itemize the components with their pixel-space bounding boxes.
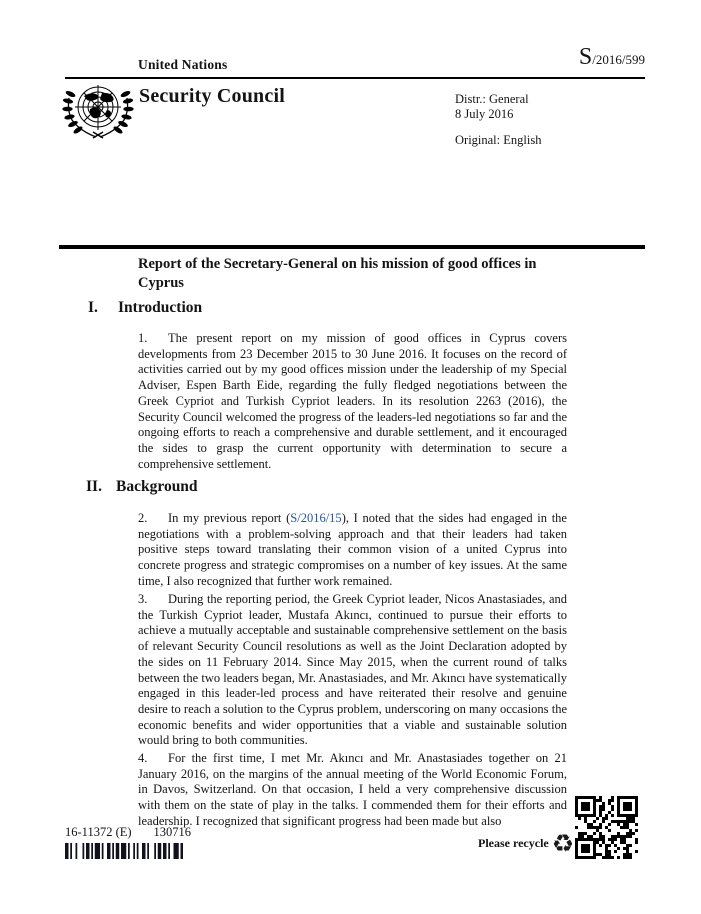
job-number: 16-11372 (E)	[65, 825, 132, 839]
paragraph-number: 3.	[138, 592, 148, 606]
paragraph-4	[138, 751, 567, 830]
header-rule	[65, 77, 645, 79]
document-symbol-prefix: S	[578, 44, 593, 70]
paragraph-text: For the first time, I met Mr. Akıncı and Mr. Anastasiades together on 21 January 2016, on the margins of the annual meeting of the World Economic Forum, in Davos, Switzerland. On that occasion, I held a very comprehensive discussion with them on the state of play in the talks. I commended them for their efforts and leadership. I recognized that significant progress had been made but also	[138, 751, 567, 828]
paragraph-3	[138, 592, 567, 749]
previous-report-link[interactable]: S/2016/15	[290, 511, 342, 525]
section-heading-introduction	[88, 299, 202, 317]
section-heading-background	[86, 478, 198, 496]
document-symbol	[579, 44, 645, 71]
un-emblem-icon	[62, 82, 134, 147]
paragraph-text: ), I noted that the sides had engaged in the negotiations with a problem-solving approach and that their leaders had taken positive steps toward translating their common vision of a united Cyprus into concrete progress and strategic compromises on a number of key issues. At the same time, I also recognized that further work remained.	[138, 511, 567, 588]
section-label: Background	[116, 478, 198, 495]
section-label: Introduction	[118, 299, 203, 316]
organ-title: Security Council	[139, 85, 285, 107]
recycle-label: Please recycle	[478, 835, 549, 850]
paragraph-number: 1.	[138, 331, 148, 345]
distr-label: Distr.: General	[455, 92, 529, 106]
title-rule	[59, 245, 645, 249]
original-language: Original: English	[455, 133, 542, 147]
paragraph-text: In my previous report (	[168, 511, 291, 525]
footer-job-line	[65, 825, 191, 840]
report-title: Report of the Secretary-General on his mission of good offices in Cyprus	[138, 256, 537, 291]
paragraph-number: 2.	[138, 511, 148, 525]
section-numeral: II.	[86, 478, 102, 495]
paragraph-1	[138, 331, 567, 472]
recycle-icon: ♻	[551, 828, 575, 858]
distribution-block	[455, 92, 541, 148]
qr-code	[575, 796, 638, 859]
org-name: United Nations	[138, 57, 228, 72]
barcode	[65, 843, 183, 859]
paragraph-2	[138, 511, 567, 590]
document-date: 8 July 2016	[455, 107, 514, 121]
paragraph-text: During the reporting period, the Greek Cypriot leader, Nicos Anastasiades, and the Turkish Cypriot leader, Mustafa Akıncı, continued to pursue their efforts to achieve a mutually acceptable and sustainable comprehensive settlement on the basis of relevant Security Council resolutions as well as the Joint Declaration adopted by the sides on 11 February 2014. Since May 2015, when the current round of talks between the two leaders began, Mr. Anastasiades, and Mr. Akıncı have systematically engaged in this leader-led process and have reiterated their resolve and genuine desire to reach a solution to the Cyprus problem, underscoring on many occasions the economic benefits and wider opportunities that a viable and sustainable solution would bring to both communities.	[138, 592, 567, 748]
paragraph-text: The present report on my mission of good offices in Cyprus covers developments from 23 December 2015 to 30 June 2016. It focuses on the record of activities carried out by my good offices mission under the leadership of my Special Adviser, Espen Barth Eide, regarding the fully fledged negotiations between the Greek Cypriot and Turkish Cypriot leaders. In its resolution 2263 (2016), the Security Council welcomed the progress of the leaders-led negotiations so far and the ongoing efforts to reach a comprehensive and durable settlement, and it encouraged the sides to grasp the current opportunity with determination to secure a comprehensive settlement.	[138, 331, 567, 471]
recycle-notice	[478, 828, 574, 858]
paragraph-number: 4.	[138, 751, 148, 765]
section-numeral: I.	[88, 299, 98, 316]
footer-date-code: 130716	[153, 825, 192, 839]
document-symbol-suffix: /2016/599	[592, 52, 645, 67]
